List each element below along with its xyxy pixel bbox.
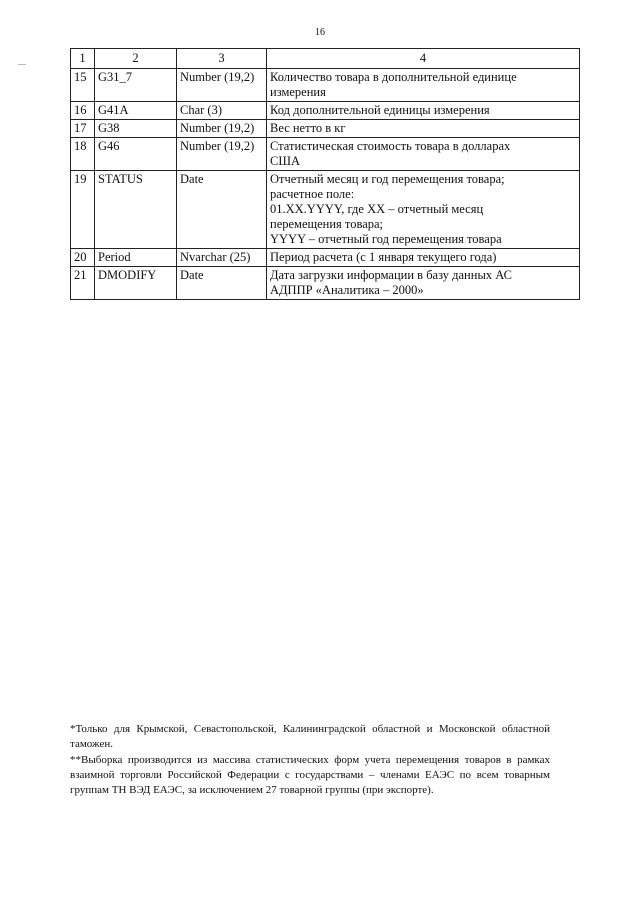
- description-line: Дата загрузки информации в базу данных АС: [270, 268, 512, 282]
- footnote-customs: *Только для Крымской, Севастопольской, Калининградской областной и Московской областной таможен.: [70, 723, 550, 750]
- field-description: [267, 267, 580, 300]
- header-col-3: 3: [177, 49, 267, 69]
- table-row: [71, 69, 580, 102]
- field-description: [267, 249, 580, 267]
- table-header-row: [71, 49, 580, 69]
- margin-mark: [18, 64, 26, 65]
- row-number: 19: [71, 171, 95, 249]
- row-number: 17: [71, 120, 95, 138]
- field-type: Char (3): [177, 102, 267, 120]
- field-name: STATUS: [95, 171, 177, 249]
- header-col-4: 4: [267, 49, 580, 69]
- page-number: 16: [315, 27, 325, 38]
- footnote-selection: **Выборка производится из массива статистических форм учета перемещения товаров в рамках взаимной торговли Российской Федерации с государствами – членами ЕАЭС по всем товарным группам ТН ВЭД ЕАЭС, за исключением 27 товарной группы (при экспорте).: [70, 754, 550, 796]
- table-row: [71, 171, 580, 249]
- field-type: Number (19,2): [177, 138, 267, 171]
- table-row: [71, 102, 580, 120]
- table-row: [71, 249, 580, 267]
- description-line: Вес нетто в кг: [270, 121, 346, 135]
- description-line: Отчетный месяц и год перемещения товара;: [270, 172, 505, 186]
- field-name: G38: [95, 120, 177, 138]
- field-description: [267, 171, 580, 249]
- description-line: Код дополнительной единицы измерения: [270, 103, 490, 117]
- field-description: [267, 102, 580, 120]
- description-line: Период расчета (с 1 января текущего года): [270, 250, 497, 264]
- header-col-1: 1: [71, 49, 95, 69]
- field-type: Number (19,2): [177, 69, 267, 102]
- description-line: YYYY – отчетный год перемещения товара: [270, 232, 502, 246]
- row-number: 15: [71, 69, 95, 102]
- table-row: [71, 267, 580, 300]
- field-type: Number (19,2): [177, 120, 267, 138]
- field-type: Date: [177, 267, 267, 300]
- field-description: [267, 120, 580, 138]
- row-number: 18: [71, 138, 95, 171]
- description-line: измерения: [270, 85, 326, 99]
- description-line: США: [270, 154, 300, 168]
- description-line: Количество товара в дополнительной единице: [270, 70, 517, 84]
- description-line: АДППР «Аналитика – 2000»: [270, 283, 424, 297]
- field-name: G31_7: [95, 69, 177, 102]
- row-number: 20: [71, 249, 95, 267]
- field-name: Period: [95, 249, 177, 267]
- table-row: [71, 120, 580, 138]
- field-name: G46: [95, 138, 177, 171]
- table-row: [71, 138, 580, 171]
- footnotes: [70, 722, 550, 799]
- description-line: 01.XX.YYYY, где XX – отчетный месяц: [270, 202, 484, 216]
- field-type: Nvarchar (25): [177, 249, 267, 267]
- field-name: G41A: [95, 102, 177, 120]
- field-name: DMODIFY: [95, 267, 177, 300]
- row-number: 16: [71, 102, 95, 120]
- description-line: перемещения товара;: [270, 217, 384, 231]
- description-line: расчетное поле:: [270, 187, 355, 201]
- field-table: [70, 48, 580, 300]
- description-line: Статистическая стоимость товара в долларах: [270, 139, 511, 153]
- field-description: [267, 138, 580, 171]
- row-number: 21: [71, 267, 95, 300]
- field-description: [267, 69, 580, 102]
- header-col-2: 2: [95, 49, 177, 69]
- field-type: Date: [177, 171, 267, 249]
